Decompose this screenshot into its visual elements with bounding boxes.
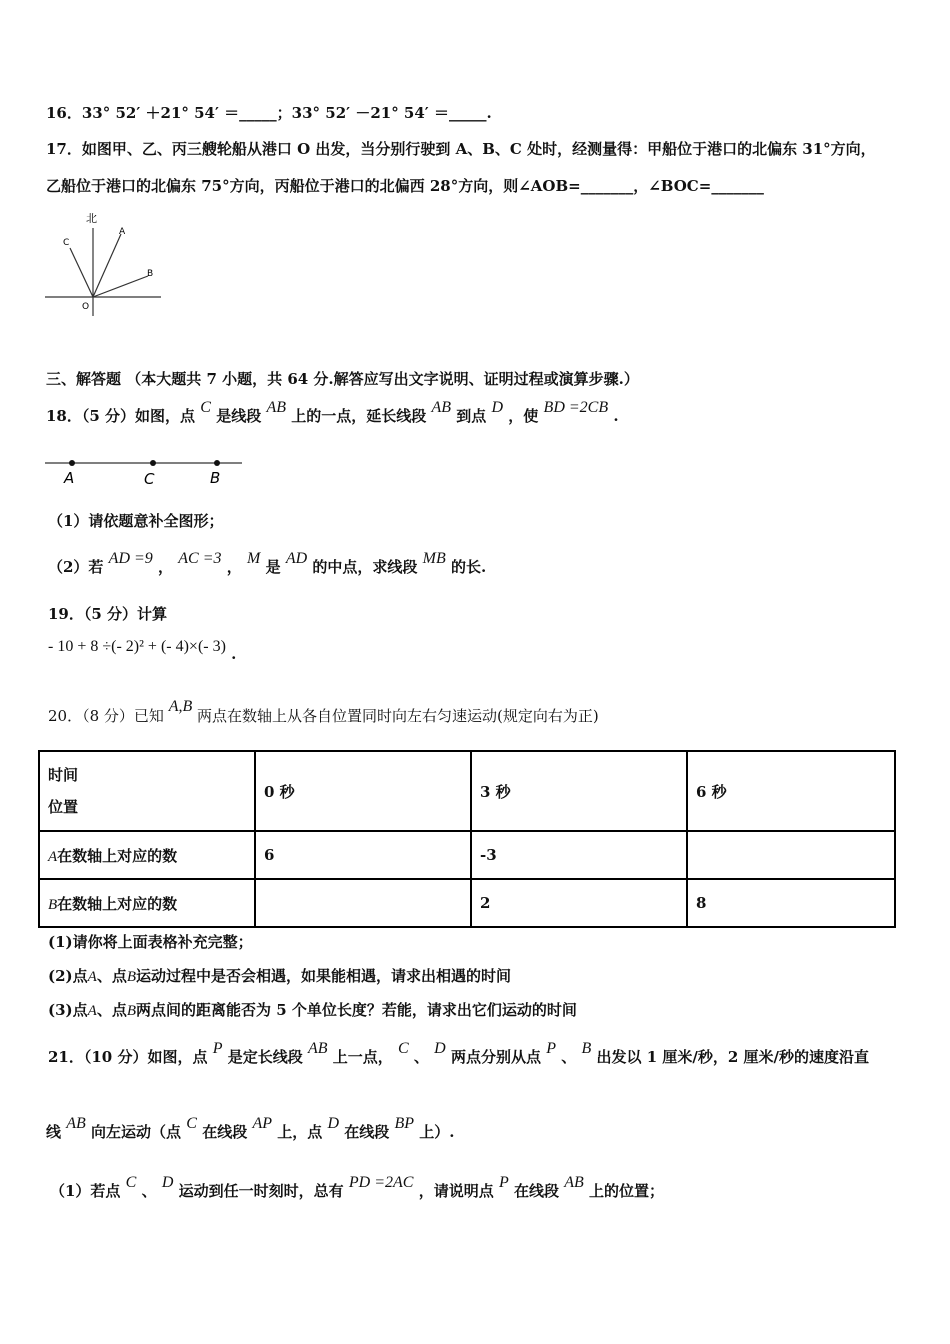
q20-sub1: (1)请你将上面表格补充完整； (48, 933, 253, 951)
q18-sub2-m5: MB (422, 550, 446, 567)
q18-sub2-p1: （2）若 (48, 558, 104, 576)
q21-p2: 是定长线段 (227, 1048, 303, 1066)
q20-sub2-p3: 运动过程中是否会相遇，如果能相遇，请求出相遇的时间 (136, 967, 512, 985)
q20-sub3-p1: (3)点 (48, 1001, 88, 1019)
table-cell: 6 (255, 831, 471, 879)
row-label-point: B (48, 896, 58, 913)
q16-text: 16．33° 52′ ＋21° 54′ ＝_____；33° 52′ －21° 54′ ＝_____. (46, 104, 492, 122)
point-c (150, 460, 156, 466)
q19-tail: . (231, 645, 237, 663)
q18-sub2 (48, 550, 487, 577)
q21-sub1 (50, 1174, 664, 1201)
q18-sub2-m3: M (247, 550, 261, 567)
q18-m5: BD =2CB (543, 399, 609, 416)
table-header-time: 3 秒 (471, 751, 687, 831)
q17-direction-figure (40, 208, 170, 316)
q20-sub3-b: B (126, 1003, 136, 1019)
label-b: B (210, 469, 221, 487)
table-header-time: 0 秒 (255, 751, 471, 831)
q18-p2: 是线段 (216, 407, 262, 425)
q20-sub3-a: A (87, 1003, 97, 1019)
table-cell: -3 (471, 831, 687, 879)
q20-sub2-b: B (126, 969, 136, 985)
label-a: A (64, 469, 75, 487)
q18-sub2-m4: AD (285, 550, 308, 567)
q18-sub2-p5: 的中点，求线段 (312, 558, 418, 576)
q21-l2-p6: 上）. (419, 1123, 455, 1141)
q21-l2-p3: 在线段 (202, 1123, 248, 1141)
q21-m4: D (434, 1040, 446, 1057)
q21-p5: 两点分别从点 (450, 1048, 541, 1066)
q18-p5: ，使 (508, 407, 539, 425)
q18-sub2-p4: 是 (265, 558, 281, 576)
q19-expression: - 10 + 8 ÷(- 2)² + (- 4)×(- 3) (48, 638, 226, 655)
q21-sub1-m1: C (125, 1174, 137, 1191)
row-label-text: 在数轴上对应的数 (57, 846, 178, 865)
q18-sub2-p6: 的长. (450, 558, 487, 576)
q21-p7: 出发以 1 厘米/秒，2 厘米/秒的速度沿直 (596, 1048, 869, 1066)
q17-line2: 乙船位于港口的北偏东 75°方向，丙船位于港口的北偏西 28°方向，则∠AOB=_______，∠BOC=_______ (46, 177, 764, 195)
table-cell: 2 (471, 879, 687, 927)
row-label (39, 831, 255, 879)
label-b: B (147, 269, 154, 279)
table-cell (687, 831, 895, 879)
row-label-text: 在数轴上对应的数 (57, 894, 178, 913)
q21-sub1-m5: AB (564, 1174, 584, 1191)
q20-sub2 (48, 965, 511, 986)
q20-m1: A,B (168, 698, 193, 715)
q20-p2: 两点在数轴上从各自位置同时向左右匀速运动(规定向右为正) (197, 707, 599, 725)
q21-l2-m5: BP (394, 1115, 415, 1132)
row-label-point: A (48, 848, 58, 865)
q21-m6: B (581, 1040, 592, 1057)
q21-p1: 21．（10 分）如图，点 (48, 1048, 208, 1066)
q21-p6: 、 (561, 1048, 577, 1066)
q21-l2-p1: 线 (46, 1123, 62, 1141)
q21-l2-m4: D (327, 1115, 340, 1132)
q21-m3: C (398, 1040, 409, 1057)
q18-m3: AB (431, 399, 452, 416)
q18-m4: D (491, 399, 504, 416)
q20-p1: 20．（8 分）已知 (48, 707, 164, 725)
q18-p3: 上的一点，延长线段 (291, 407, 427, 425)
section3-heading: 三、解答题 （本大题共 7 小题，共 64 分.解答应写出文字说明、证明过程或演算步骤.） (46, 370, 639, 388)
table-header-row (39, 751, 895, 831)
table-cell: 8 (687, 879, 895, 927)
q21-sub1-p5: 在线段 (513, 1182, 559, 1200)
q19-title: 19．（5 分）计算 (48, 605, 168, 623)
q18-sub2-p2: ， (158, 558, 174, 576)
point-a (69, 460, 75, 466)
q20-intro (48, 698, 599, 726)
q21-sub1-m4: P (498, 1174, 509, 1191)
q21-l2-p4: 上，点 (277, 1123, 323, 1141)
q18-sub1: （1）请依题意补全图形； (48, 512, 224, 530)
ray-oc (70, 248, 93, 297)
q21-l2-m3: AP (252, 1115, 272, 1132)
q21-sub1-m3: PD =2AC (348, 1174, 414, 1191)
q20-sub2-p1: (2)点 (48, 967, 88, 985)
q21-m2: AB (307, 1040, 328, 1057)
q21-p4: 、 (413, 1048, 429, 1066)
label-a: A (119, 227, 126, 237)
table-row (39, 879, 895, 927)
q20-sub3-p3: 两点间的距离能否为 5 个单位长度？若能，请求出它们运动的时间 (136, 1001, 577, 1019)
q21-l2-p5: 在线段 (344, 1123, 390, 1141)
label-c: C (144, 470, 155, 488)
label-c: C (63, 238, 70, 248)
corner-time: 时间 (48, 766, 79, 784)
q18-segment-figure (40, 452, 250, 492)
q21-m5: P (546, 1040, 556, 1057)
corner-position: 位置 (48, 798, 79, 816)
q21-line1 (48, 1040, 869, 1067)
q18-m2: AB (266, 399, 286, 416)
q21-l2-p2: 向左运动（点 (91, 1123, 182, 1141)
q20-table (38, 750, 896, 928)
q18-sub2-m1: AD =9 (108, 550, 153, 567)
label-o: O (82, 302, 90, 312)
q18-m1: C (200, 399, 211, 416)
q21-sub1-p2: 、 (141, 1182, 157, 1200)
point-b (214, 460, 220, 466)
q18-sub2-m2: AC =3 (178, 550, 222, 567)
q19-expression-line (48, 637, 237, 663)
q21-sub1-p3: 运动到任一时刻时，总有 (178, 1182, 344, 1200)
q20-sub3-p2: 、点 (96, 1001, 127, 1019)
table-header-time: 6 秒 (687, 751, 895, 831)
q18-p6: . (613, 407, 619, 425)
q20-sub3 (48, 999, 577, 1020)
q17-line1: 17．如图甲、乙、丙三艘轮船从港口 O 出发，当分别行驶到 A、B、C 处时，经测量得：甲船位于港口的北偏东 31°方向， (46, 140, 876, 158)
q18-p1: 18．（5 分）如图，点 (46, 407, 196, 425)
q21-sub1-p1: （1）若点 (50, 1182, 121, 1200)
q20-sub2-p2: 、点 (96, 967, 127, 985)
label-north: 北 (86, 212, 97, 225)
q21-l2-m2: C (186, 1115, 197, 1132)
q21-sub1-p6: 上的位置； (588, 1182, 664, 1200)
q21-line2 (46, 1115, 455, 1142)
q18-line (46, 399, 619, 426)
row-label (39, 879, 255, 927)
q18-sub2-p3: ， (226, 558, 242, 576)
q21-sub1-m2: D (161, 1174, 174, 1191)
q21-p3: 上一点， (332, 1048, 393, 1066)
q21-l2-m1: AB (66, 1115, 86, 1132)
q20-sub2-a: A (87, 969, 97, 985)
q21-sub1-p4: ，请说明点 (418, 1182, 494, 1200)
q21-m1: P (212, 1040, 223, 1057)
table-row (39, 831, 895, 879)
table-corner-cell (39, 751, 255, 831)
table-cell (255, 879, 471, 927)
q18-p4: 到点 (456, 407, 487, 425)
